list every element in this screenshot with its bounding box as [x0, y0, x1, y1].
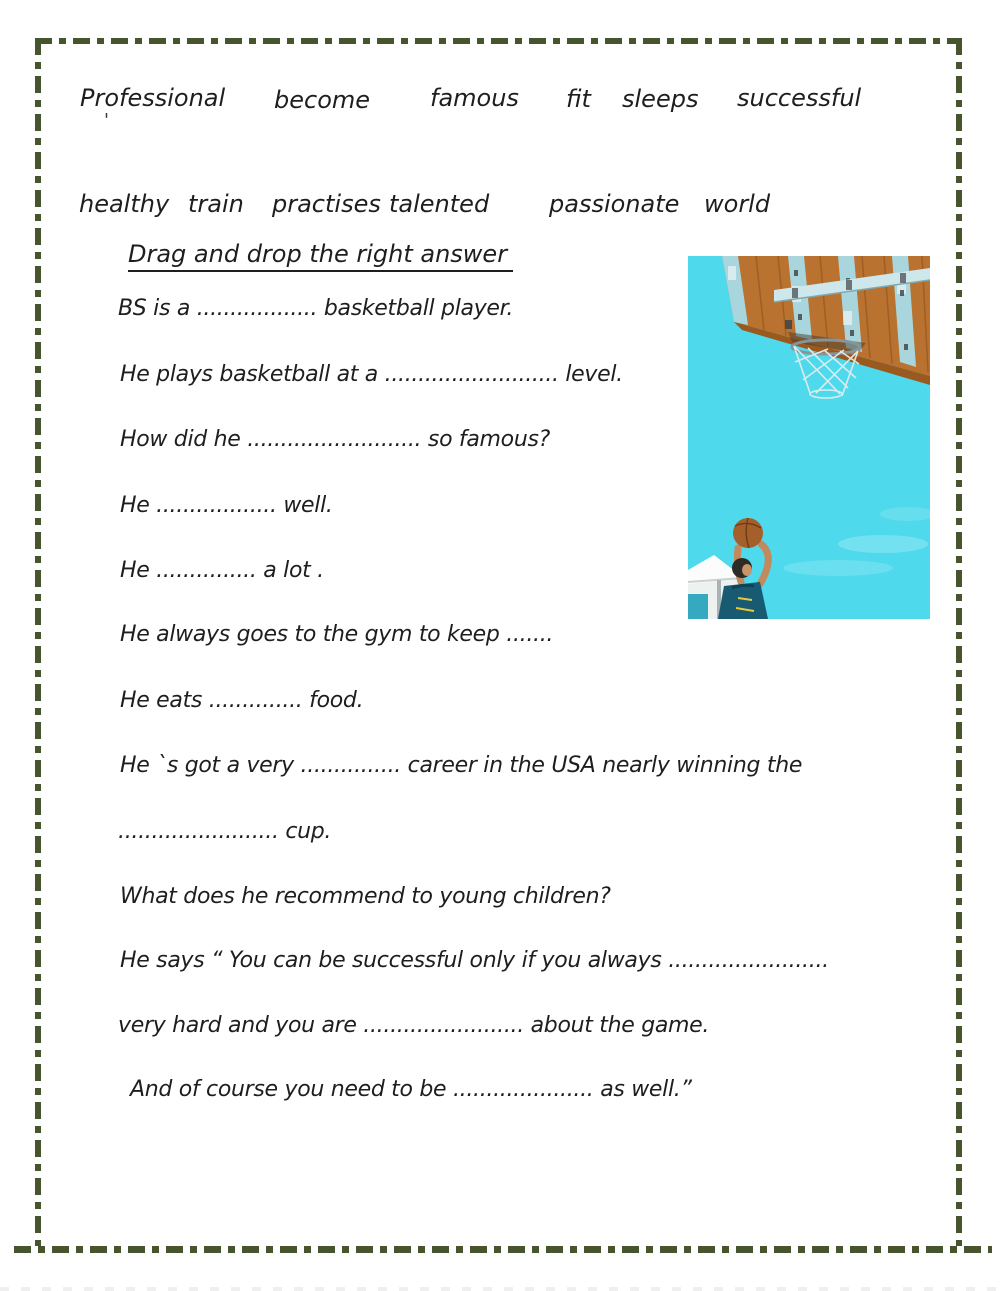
sentence-9: ........................ cup.: [118, 819, 332, 844]
word-chip-become[interactable]: become: [274, 86, 371, 114]
word-chip-practises[interactable]: practises: [272, 190, 381, 218]
sentence-8: He `s got a very ............... career in the USA nearly winning the: [120, 753, 803, 778]
sentence-2: He plays basketball at a .......................... level.: [120, 362, 623, 387]
sentence-12: very hard and you are ........................ about the game.: [118, 1013, 710, 1038]
page-border-right: [956, 38, 962, 1246]
word-chip-successful[interactable]: successful: [737, 84, 862, 112]
word-chip-fit[interactable]: fit: [566, 85, 591, 113]
word-chip-healthy[interactable]: healthy: [79, 190, 170, 218]
word-chip-train[interactable]: train: [188, 190, 244, 218]
instruction-heading: Drag and drop the right answer: [128, 240, 513, 272]
sentence-7: He eats .............. food.: [120, 688, 364, 713]
sentence-5: He ............... a lot .: [120, 558, 324, 583]
sentence-3: How did he .......................... so famous?: [120, 427, 551, 452]
next-page-edge: [0, 1287, 1000, 1291]
page-border-left: [35, 38, 41, 1246]
stray-mark: ': [104, 110, 109, 131]
page-border-top: [35, 38, 962, 44]
basketball-photo: [688, 256, 930, 619]
sentence-4: He .................. well.: [120, 493, 333, 518]
word-chip-passionate[interactable]: passionate: [549, 190, 680, 218]
word-chip-professional[interactable]: Professional: [80, 84, 226, 112]
sentence-1: BS is a .................. basketball player.: [118, 296, 514, 321]
word-chip-famous[interactable]: famous: [430, 84, 519, 112]
page-border-bottom: [14, 1246, 992, 1253]
sentence-13: And of course you need to be ..................... as well.”: [130, 1077, 692, 1102]
sentence-10: What does he recommend to young children?: [120, 884, 611, 909]
word-chip-talented[interactable]: talented: [389, 190, 490, 218]
word-chip-sleeps[interactable]: sleeps: [622, 85, 699, 113]
sentence-11: He says “ You can be successful only if you always ........................: [120, 948, 829, 973]
sentence-6: He always goes to the gym to keep .......: [120, 622, 554, 647]
word-chip-world[interactable]: world: [704, 190, 771, 218]
